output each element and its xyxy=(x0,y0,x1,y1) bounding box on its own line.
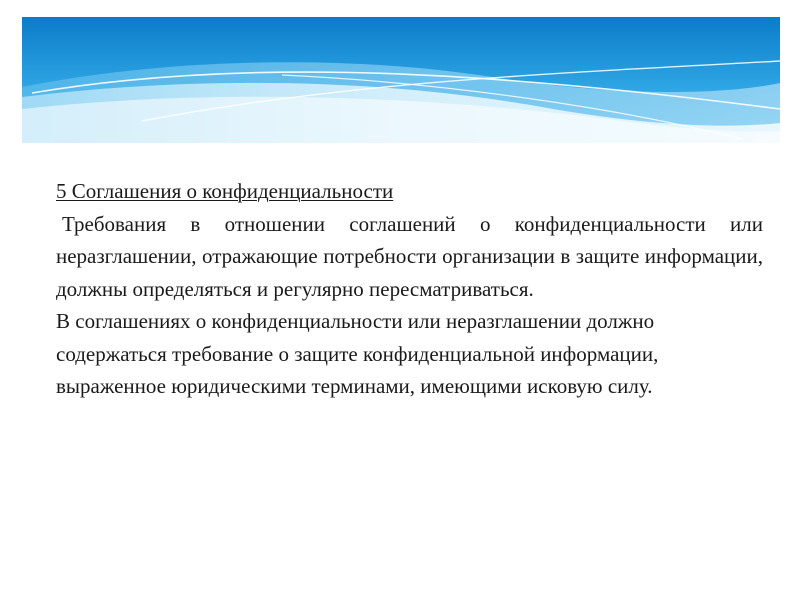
wave-banner xyxy=(22,17,780,143)
slide-body xyxy=(56,175,763,403)
paragraph-agreements: В соглашениях о конфиденциальности или неразглашении должно содержаться требование о защите конфиденциальной информации, выраженное юридическими терминами, имеющими исковую силу. xyxy=(56,309,659,398)
section-heading: 5 Соглашения о конфиденциальности xyxy=(56,179,394,203)
paragraph-requirements: Требования в отношении соглашений о конфиденциальности или неразглашении, отражающие потребности организации в защите информации, должны определяться и регулярно пересматриваться. xyxy=(56,211,763,301)
